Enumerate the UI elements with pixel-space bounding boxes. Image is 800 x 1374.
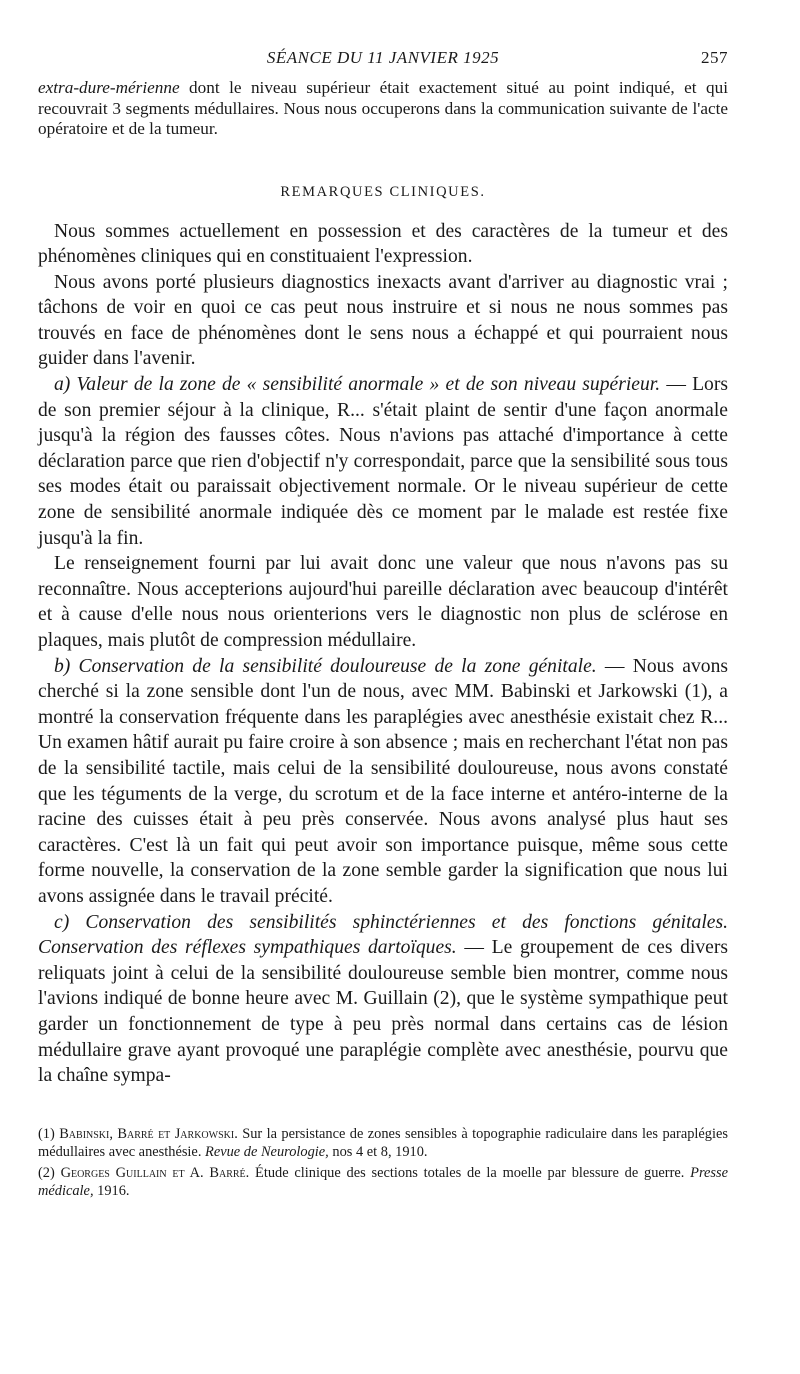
footnote-2-tail: 1916. (93, 1183, 130, 1200)
intro-paragraph (38, 78, 728, 140)
running-title: SÉANCE DU 11 JANVIER 1925 (266, 48, 500, 67)
section-heading: REMARQUES CLINIQUES. (280, 183, 486, 200)
page-number: 257 (701, 48, 728, 67)
footnotes (38, 1125, 728, 1201)
footnote-2-text: Étude clinique des sections totales de la moelle par blessure de guerre. (249, 1164, 691, 1181)
intro-text: dont le niveau supérieur était exactement situé au point indiqué, et qui recouvrait 3 segments médullaires. Nous nous occuperons dans la communication suivante de l'acte opératoire et de la tumeur. (38, 78, 728, 138)
body-text (38, 219, 728, 1089)
footnote-1-authors: Babinski, Barré et Jarkowski. (59, 1125, 238, 1142)
paragraph-4: Le renseignement fourni par lui avait donc une valeur que nous n'avons pas su reconnaître. Nous accepterions aujourd'hui pareille déclaration avec beaucoup d'intérêt et à cause d'elle nous nous orienterions vers le diagnostic non plus de sclérose en plaques, mais plutôt de compression médullaire. (38, 553, 728, 651)
footnote-2-authors: Georges Guillain et A. Barré. (60, 1164, 250, 1181)
footnote-2 (38, 1164, 728, 1201)
page (38, 48, 728, 1203)
paragraph-5-text: — Nous avons cherché si la zone sensible dont l'un de nous, avec MM. Babinski et Jarkowski (1), a montré la conservation fréquente dans les paraplégies avec anesthésie existait chez R... Un examen hâtif aurait pu faire croire à son absence ; mais en recherchant l'état non pas de la sensibilité tactile, mais celui de la sensibilité douloureuse, nous avons constaté que les téguments de la verge, du scrotum et de la face interne et antéro-interne de la racine des cuisses était à peu près conservée. Nous avons analysé plus haut ses caractères. C'est là un fait qui peut avoir son importance puisque, même sous cette forme nouvelle, la conservation de la zone semble garder la signification que nous lui avons assignée dans le travail précité. (38, 655, 728, 907)
footnote-1-text: Sur la persistance de zones sensibles à topographie radiculaire dans les paraplégies médullaires avec anesthésie. (38, 1125, 728, 1161)
paragraph-3-heading: a) Valeur de la zone de « sensibilité anormale » et de son niveau supérieur. (54, 374, 661, 396)
footnote-1 (38, 1125, 728, 1162)
footnote-1-number: (1) (38, 1125, 60, 1142)
intro-italic-lead: extra-dure-mérienne (38, 78, 180, 97)
footnote-2-journal: Presse médicale, (38, 1164, 728, 1200)
paragraph-3-text: — Lors de son premier séjour à la clinique, R... s'était plaint de sentir d'une façon anormale jusqu'à la région des fausses côtes. Nous n'avions pas attaché d'importance à cette déclaration parce que rien d'objectif n'y correspondait, parce que la sensibilité sous tous ses modes était ou paraissait objectivement normale. Or le niveau supérieur de cette zone de sensibilité anormale indiquée dès ce moment par le malade est restée fixe jusqu'à la fin. (38, 374, 728, 549)
paragraph-6-text: — Le groupement de ces divers reliquats joint à celui de la sensibilité douloureuse semble bien montrer, comme nous l'avions indiqué de bonne heure avec M. Guillain (2), que le système sympathique peut garder un fonctionnement de type à peu près normal dans certains cas de lésion médullaire grave ayant provoqué une paraplégie complète avec anesthésie, pourvu que la chaîne sympa- (38, 937, 729, 1087)
paragraph-6-heading: c) Conservation des sensibilités sphinctériennes et des fonctions génitales. Conservation des réflexes sympathiques dartoïques. (38, 911, 728, 959)
paragraph-6 (38, 910, 728, 1089)
footnote-2-number: (2) (38, 1164, 61, 1181)
paragraph-5-heading: b) Conservation de la sensibilité douloureuse de la zone génitale. (54, 655, 597, 677)
paragraph-3 (38, 372, 728, 551)
running-head (38, 48, 728, 74)
paragraph-1: Nous sommes actuellement en possession et des caractères de la tumeur et des phénomènes cliniques qui en constituaient l'expression. (38, 220, 728, 268)
footnote-1-journal: Revue de Neurologie, (205, 1144, 329, 1161)
paragraph-2: Nous avons porté plusieurs diagnostics inexacts avant d'arriver au diagnostic vrai ; tâchons de voir en quoi ce cas peut nous instruire et si nous ne nous sommes pas trouvés en face de phénomènes dont le sens nous a échappé et qui pourraient nous guider dans l'avenir. (38, 271, 728, 370)
footnote-1-tail: nos 4 et 8, 1910. (328, 1144, 428, 1161)
paragraph-5 (38, 654, 728, 910)
